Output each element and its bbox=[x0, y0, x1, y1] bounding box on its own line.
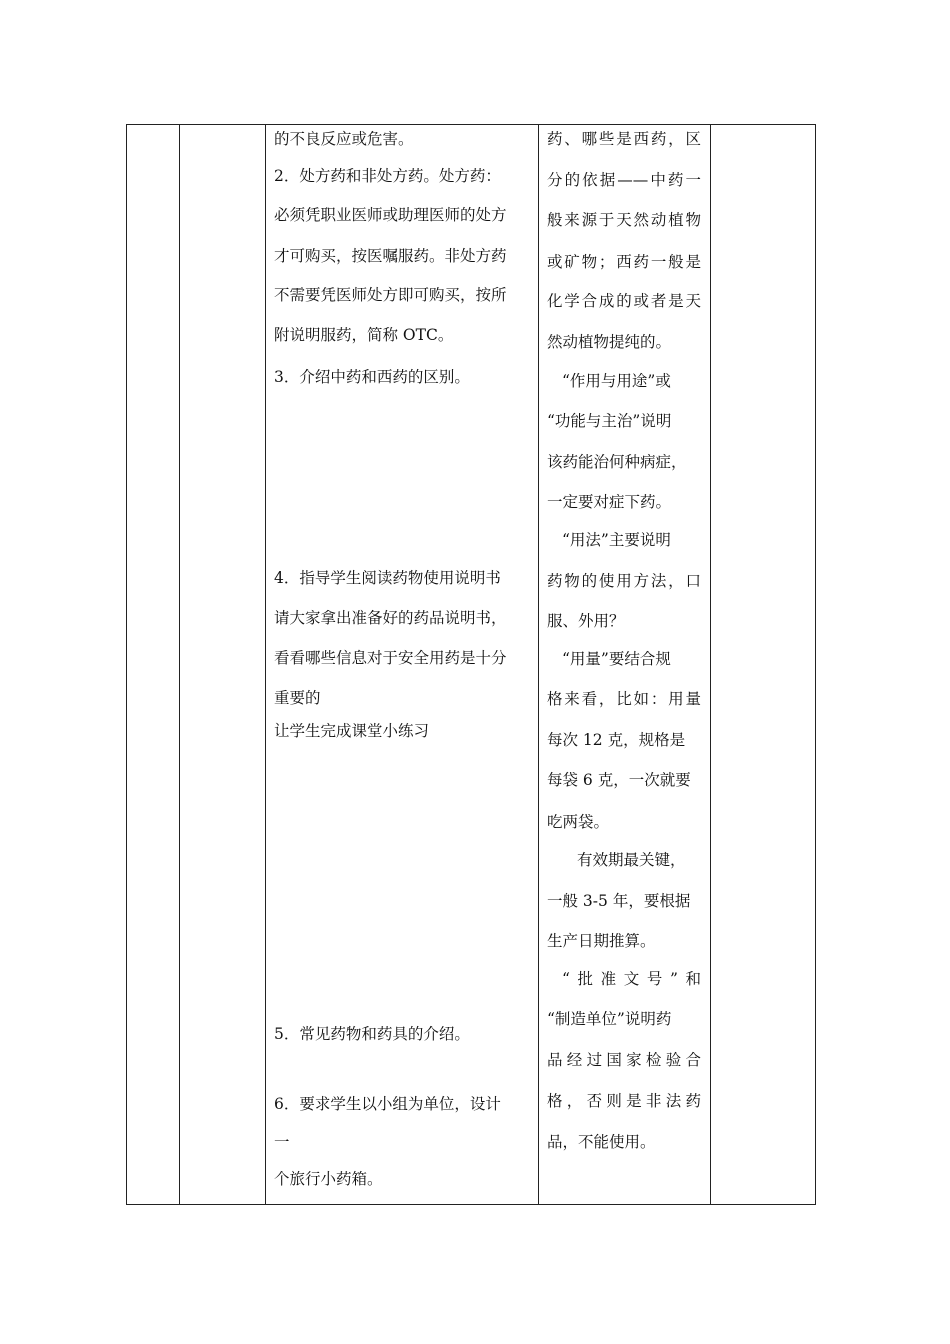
text-line: 药、哪些是西药，区 bbox=[547, 130, 701, 148]
text-line: “批准文号”和 bbox=[562, 970, 701, 988]
text-line: 品经过国家检验合 bbox=[547, 1051, 701, 1069]
text-line: 才可购买，按医嘱服药。非处方药 bbox=[274, 247, 507, 265]
table-cell-teaching-process bbox=[265, 125, 538, 1204]
text-line: 重要的 bbox=[274, 689, 321, 707]
text-line: 3．介绍中药和西药的区别。 bbox=[274, 368, 470, 386]
text-line: “制造单位”说明药 bbox=[547, 1010, 672, 1028]
text-line: 药物的使用方法，口 bbox=[547, 572, 701, 590]
text-line: 化学合成的或者是天 bbox=[547, 292, 701, 310]
table-cell-col2 bbox=[179, 125, 265, 1204]
text-line: 的不良反应或危害。 bbox=[274, 130, 414, 148]
text-line: 一般 3-5 年，要根据 bbox=[547, 892, 691, 910]
text-line: 每次 12 克，规格是 bbox=[547, 731, 686, 749]
text-line: 生产日期推算。 bbox=[547, 932, 656, 950]
text-line: 看看哪些信息对于安全用药是十分 bbox=[274, 649, 507, 667]
text-line: 附说明服药，简称 OTC。 bbox=[274, 326, 454, 344]
text-line: 必须凭职业医师或助理医师的处方 bbox=[274, 206, 507, 224]
table-cell-col5 bbox=[710, 125, 815, 1204]
lesson-plan-table bbox=[126, 124, 816, 1205]
table-cell-notes bbox=[538, 125, 710, 1204]
text-line: 或矿物；西药一般是 bbox=[547, 253, 701, 271]
text-line: 4．指导学生阅读药物使用说明书 bbox=[274, 569, 501, 587]
text-line: 吃两袋。 bbox=[547, 813, 610, 831]
text-line: 2．处方药和非处方药。处方药： bbox=[274, 167, 501, 185]
text-line: 该药能治何种病症， bbox=[547, 453, 687, 471]
text-line: 品，不能使用。 bbox=[547, 1133, 656, 1151]
text-line: 一定要对症下药。 bbox=[547, 493, 672, 511]
text-line: “用法”主要说明 bbox=[562, 531, 671, 549]
text-line: 6．要求学生以小组为单位，设计 bbox=[274, 1095, 501, 1113]
text-line: 格，否则是非法药 bbox=[547, 1092, 701, 1110]
text-line: 然动植物提纯的。 bbox=[547, 333, 672, 351]
table-cell-col1 bbox=[127, 125, 179, 1204]
text-line: 不需要凭医师处方即可购买，按所 bbox=[274, 286, 507, 304]
text-line: 服、外用？ bbox=[547, 612, 625, 630]
text-line: 个旅行小药箱。 bbox=[274, 1170, 383, 1188]
text-line: 一 bbox=[274, 1133, 290, 1151]
text-line: 分的依据——中药一 bbox=[547, 171, 701, 189]
text-line: 5．常见药物和药具的介绍。 bbox=[274, 1025, 470, 1043]
text-line: 般来源于天然动植物 bbox=[547, 211, 701, 229]
text-line: 格来看，比如：用量 bbox=[547, 690, 701, 708]
text-line: “功能与主治”说明 bbox=[547, 412, 672, 430]
text-line: “作用与用途”或 bbox=[562, 372, 671, 390]
text-line: 每袋 6 克，一次就要 bbox=[547, 771, 691, 789]
text-line: 请大家拿出准备好的药品说明书， bbox=[274, 609, 507, 627]
text-line: “用量”要结合规 bbox=[562, 650, 671, 668]
text-line: 让学生完成课堂小练习 bbox=[274, 722, 430, 740]
text-line: 有效期最关键， bbox=[577, 851, 686, 869]
